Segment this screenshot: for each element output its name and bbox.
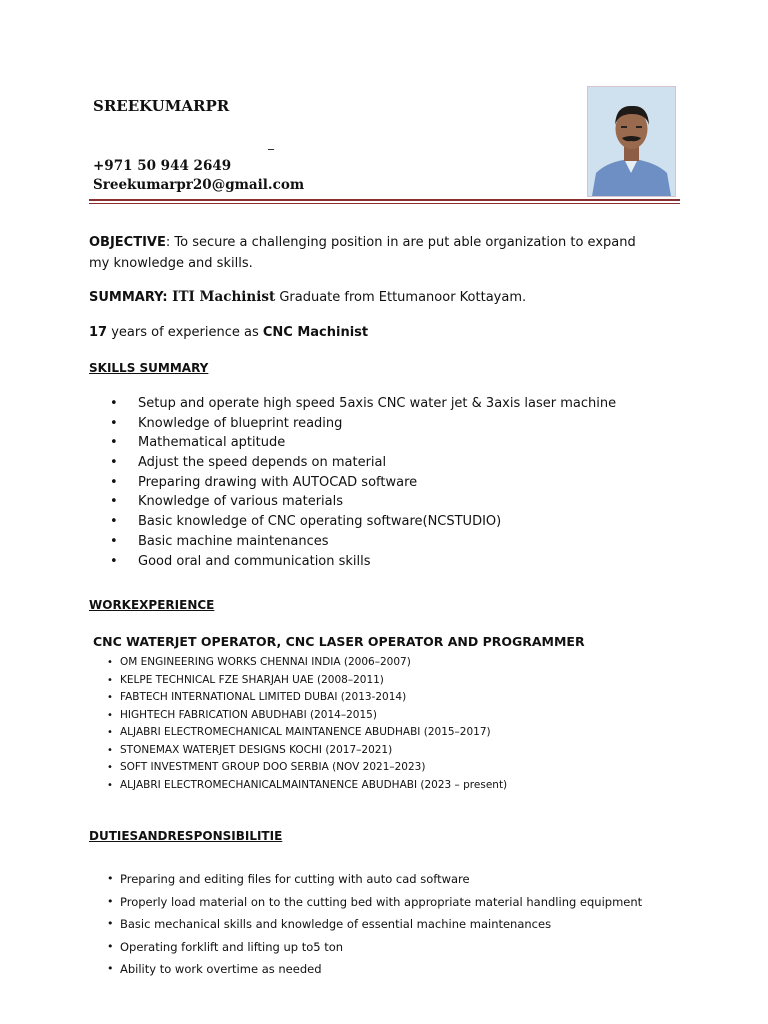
skills-list: [110, 394, 616, 571]
bullet-icon: •: [107, 872, 114, 885]
list-item: [107, 913, 642, 936]
bullet-icon: •: [107, 674, 113, 686]
list-item: [107, 759, 507, 777]
employer-text: OM ENGINEERING WORKS CHENNAI INDIA (2006–2007): [120, 656, 411, 668]
name-dash: _: [268, 136, 274, 150]
duty-text: Basic mechanical skills and knowledge of essential machine maintenances: [120, 917, 552, 932]
summary-text: Graduate from Ettumanoor Kottayam.: [275, 290, 527, 305]
bullet-icon: •: [107, 762, 113, 773]
employer-text: KELPE TECHNICAL FZE SHARJAH UAE (2008–2011): [120, 673, 384, 686]
skill-text: Knowledge of blueprint reading: [138, 415, 343, 431]
bullet-icon: •: [110, 514, 118, 530]
skill-text: Knowledge of various materials: [138, 494, 344, 510]
work-heading: WORKEXPERIENCE: [89, 598, 215, 612]
bullet-icon: •: [107, 709, 113, 721]
header-divider: [89, 199, 680, 201]
bullet-icon: •: [110, 494, 118, 510]
bullet-icon: •: [107, 917, 114, 931]
skill-text: Mathematical aptitude: [138, 435, 286, 451]
duties-heading: DUTIESANDRESPONSIBILITIE: [89, 829, 283, 843]
experience-role: CNC Machinist: [262, 325, 369, 340]
list-item: [107, 868, 642, 891]
objective-paragraph: [89, 232, 659, 274]
bullet-icon: •: [107, 962, 114, 976]
phone-number: +971 50 944 2649: [93, 158, 232, 174]
header-divider-thin: [89, 203, 680, 204]
employer-text: ALJABRI ELECTROMECHANICAL MAINTANENCE ABUDHABI (2015–2017): [120, 726, 491, 738]
list-item: [110, 453, 616, 473]
list-item: [107, 777, 507, 795]
list-item: [110, 414, 616, 434]
candidate-name: SREEKUMARPR: [93, 97, 230, 115]
email-address: Sreekumarpr20@gmail.com: [93, 177, 305, 193]
duty-text: Operating forklift and lifting up to5 ton: [120, 939, 344, 954]
bullet-icon: •: [110, 415, 118, 431]
duty-text: Properly load material on to the cutting bed with appropriate material handling equipment: [120, 894, 643, 909]
employer-text: STONEMAX WATERJET DESIGNS KOCHI (2017–2021): [120, 743, 393, 756]
bullet-icon: •: [110, 455, 118, 471]
employer-text: SOFT INVESTMENT GROUP DOO SERBIA (NOV 2021–2023): [120, 761, 426, 773]
experience-years: 17: [89, 325, 108, 340]
skill-text: Good oral and communication skills: [138, 553, 371, 569]
duty-text: Ability to work overtime as needed: [120, 962, 322, 977]
bullet-icon: •: [107, 727, 113, 738]
employer-text: ALJABRI ELECTROMECHANICALMAINTANENCE ABUDHABI (2023 – present): [120, 778, 508, 791]
bullet-icon: •: [107, 744, 113, 756]
bullet-icon: •: [110, 474, 118, 490]
skill-text: Basic knowledge of CNC operating software(NCSTUDIO): [138, 514, 502, 530]
duty-text: Preparing and editing files for cutting with auto cad software: [120, 872, 470, 886]
experience-text: years of experience as: [107, 325, 263, 340]
list-item: [107, 707, 507, 725]
bullet-icon: •: [107, 692, 113, 703]
summary-paragraph: [89, 287, 526, 308]
list-item: [107, 742, 507, 760]
list-item: [110, 433, 616, 453]
bullet-icon: •: [107, 779, 113, 791]
list-item: [110, 512, 616, 532]
list-item: [107, 654, 507, 672]
employer-text: FABTECH INTERNATIONAL LIMITED DUBAI (2013-2014): [120, 691, 407, 703]
list-item: [110, 473, 616, 493]
bullet-icon: •: [110, 553, 118, 569]
objective-label: OBJECTIVE: [89, 235, 166, 250]
summary-label: SUMMARY:: [89, 290, 173, 305]
list-item: [107, 689, 507, 707]
skill-text: Basic machine maintenances: [138, 533, 329, 549]
bullet-icon: •: [107, 894, 114, 908]
job-title: CNC WATERJET OPERATOR, CNC LASER OPERATOR AND PROGRAMMER: [93, 634, 585, 649]
employer-text: HIGHTECH FABRICATION ABUDHABI (2014–2015): [120, 708, 377, 721]
list-item: [107, 891, 642, 914]
skills-heading: SKILLS SUMMARY: [89, 361, 209, 375]
skill-text: Adjust the speed depends on material: [138, 455, 387, 471]
skill-text: Preparing drawing with AUTOCAD software: [138, 474, 418, 490]
list-item: [110, 552, 616, 572]
objective-text: : To secure a challenging position in are put able organization to expand my knowledge and skills.: [89, 235, 636, 271]
list-item: [107, 936, 642, 959]
bullet-icon: •: [110, 435, 118, 451]
list-item: [107, 672, 507, 690]
summary-highlight: ITI Machinist: [172, 289, 276, 305]
bullet-icon: •: [110, 396, 118, 411]
list-item: [107, 958, 642, 981]
list-item: [110, 532, 616, 552]
experience-line: [89, 322, 368, 343]
duties-list: [107, 868, 642, 981]
list-item: [110, 394, 616, 414]
bullet-icon: •: [110, 533, 118, 549]
list-item: [107, 724, 507, 742]
work-list: [107, 654, 507, 794]
list-item: [110, 492, 616, 512]
bullet-icon: •: [107, 939, 114, 953]
profile-photo: [587, 86, 676, 197]
skill-text: Setup and operate high speed 5axis CNC water jet & 3axis laser machine: [138, 396, 617, 411]
bullet-icon: •: [107, 657, 113, 668]
